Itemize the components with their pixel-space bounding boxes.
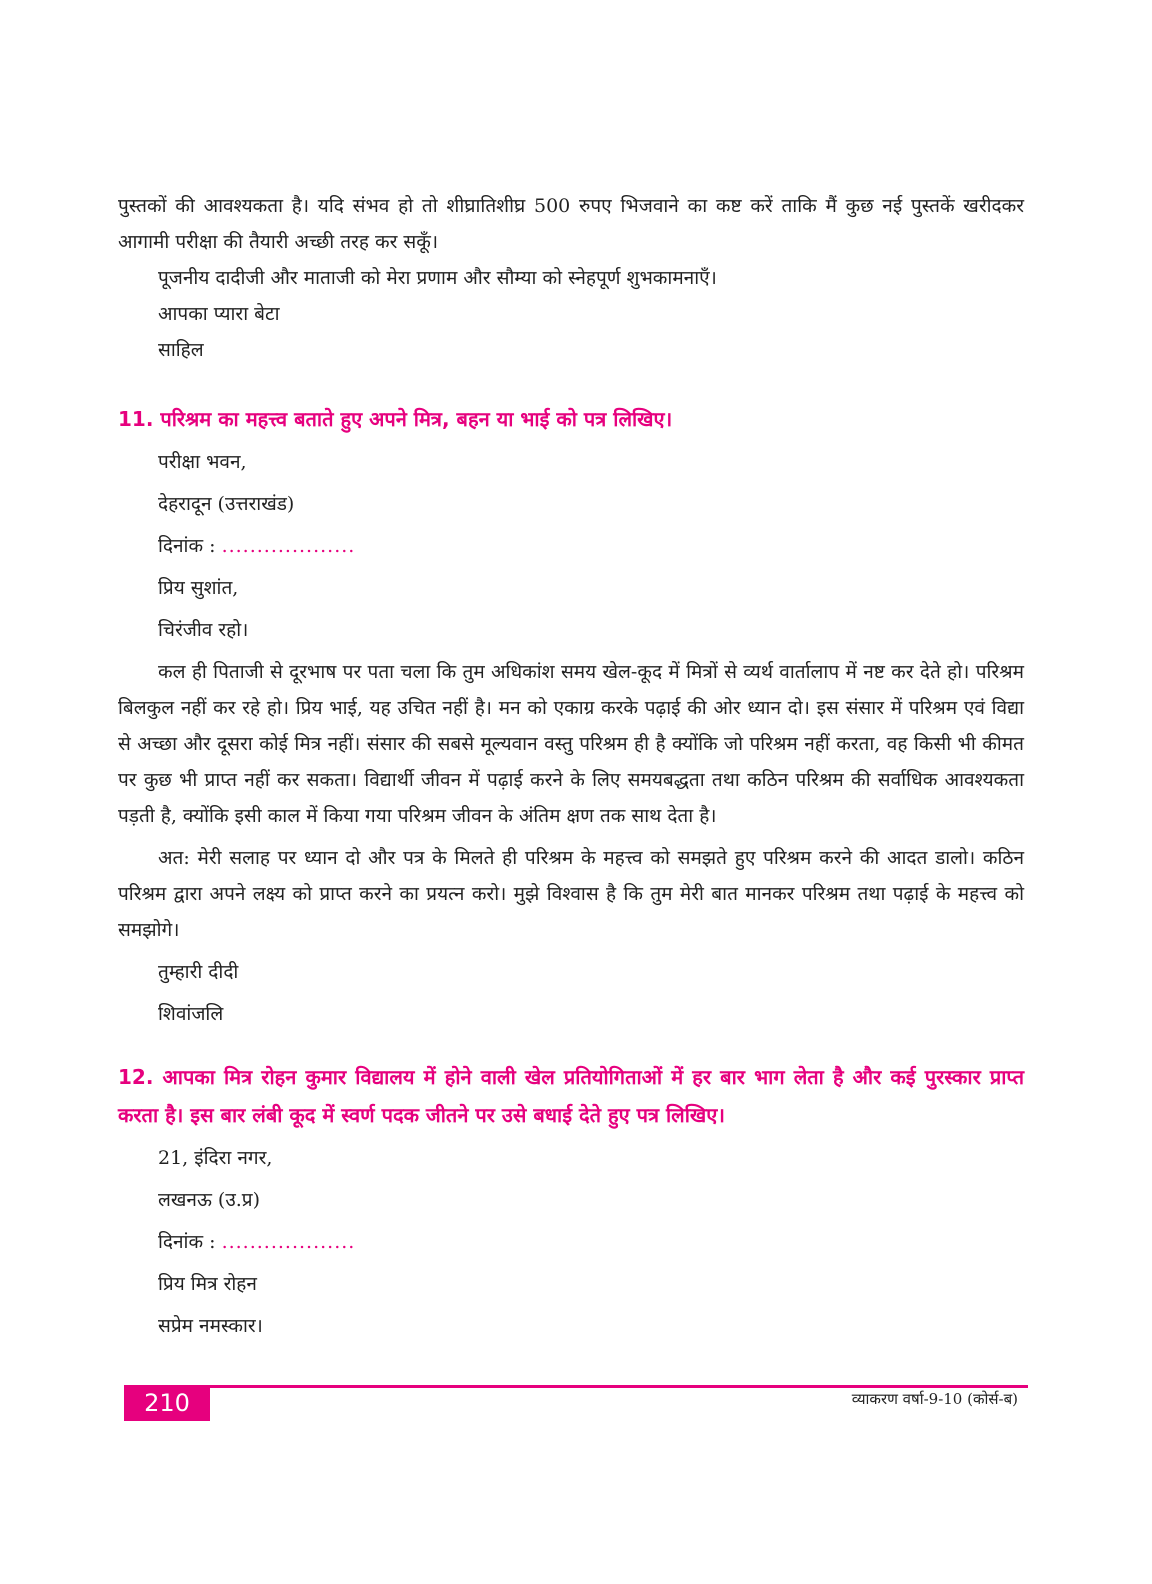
question-12-heading: 12. आपका मित्र रोहन कुमार विद्यालय में होने वाली खेल प्रतियोगिताओं में हर बार भाग लेता है और कई पुरस्कार प्राप्त करता है। इस बार लंबी कूद में स्वर्ण पदक जीतने पर उसे बधाई देते हुए पत्र लिखिए। bbox=[118, 1065, 1024, 1127]
q11-date bbox=[118, 528, 1024, 564]
q11-body-paragraph2: अत: मेरी सलाह पर ध्यान दो और पत्र के मिलते ही परिश्रम के महत्त्व को समझते हुए परिश्रम करने की आदत डालो। कठिन परिश्रम द्वारा अपने लक्ष्य को प्राप्त करने का प्रयत्न करो। मुझे विश्वास है कि तुम मेरी बात मानकर परिश्रम तथा पढ़ाई के महत्त्व को समझोगे। bbox=[118, 847, 1024, 941]
q12-greeting: सप्रेम नमस्कार। bbox=[158, 1315, 263, 1337]
q11-body-paragraph1: कल ही पिताजी से दूरभाष पर पता चला कि तुम अधिकांश समय खेल-कूद में मित्रों से व्यर्थ वार्तालाप में नष्ट कर देते हो। परिश्रम बिलकुल नहीं कर रहे हो। प्रिय भाई, यह उचित नहीं है। मन को एकाग्र करके पढ़ाई की ओर ध्यान दो। इस संसार में परिश्रम एवं विद्या से अच्छा और दूसरा कोई मित्र नहीं। संसार की सबसे मूल्यवान वस्तु परिश्रम ही है क्योंकि जो परिश्रम नहीं करता, वह किसी भी कीमत पर कुछ भी प्राप्त नहीं कर सकता। विद्यार्थी जीवन में पढ़ाई करने के लिए समयबद्धता तथा कठिन परिश्रम की सर्वाधिक आवश्यकता पड़ती है, क्योंकि इसी काल में किया गया परिश्रम जीवन के अंतिम क्षण तक साथ देता है। bbox=[118, 661, 1024, 827]
intro-closing: आपका प्यारा बेटा bbox=[158, 303, 280, 325]
q11-address-line1: परीक्षा भवन, bbox=[158, 451, 247, 473]
q11-greeting: चिरंजीव रहो। bbox=[158, 619, 249, 641]
q11-date-label: दिनांक : bbox=[158, 535, 216, 557]
q12-address-line1: 21, इंदिरा नगर, bbox=[158, 1147, 273, 1169]
book-title: व्याकरण वर्षा-9-10 (कोर्स-ब) bbox=[851, 1390, 1018, 1408]
q12-date-dots: ................... bbox=[221, 1231, 356, 1253]
q11-date-dots: ................... bbox=[221, 535, 356, 557]
q12-address-line2: लखनऊ (उ.प्र) bbox=[158, 1189, 261, 1211]
intro-regards: पूजनीय दादीजी और माताजी को मेरा प्रणाम और सौम्या को स्नेहपूर्ण शुभकामनाएँ। bbox=[158, 267, 717, 289]
q11-salutation: प्रिय सुशांत, bbox=[158, 577, 239, 599]
intro-signature: साहिल bbox=[158, 339, 204, 361]
page-number-badge: 210 bbox=[124, 1385, 210, 1421]
question-11-heading: 11. परिश्रम का महत्त्व बताते हुए अपने मित्र, बहन या भाई को पत्र लिखिए। bbox=[118, 407, 673, 431]
q12-date-label: दिनांक : bbox=[158, 1231, 216, 1253]
q12-salutation: प्रिय मित्र रोहन bbox=[158, 1273, 257, 1295]
intro-paragraph: पुस्तकों की आवश्यकता है। यदि संभव हो तो शीघ्रातिशीघ्र 500 रुपए भिजवाने का कष्ट करें ताकि मैं कुछ नई पुस्तकें खरीदकर आगामी परीक्षा की तैयारी अच्छी तरह कर सकूँ। bbox=[118, 195, 1024, 253]
q11-signature: शिवांजलि bbox=[158, 1003, 224, 1025]
page-content bbox=[118, 188, 1024, 1344]
q12-date bbox=[118, 1224, 1024, 1260]
q11-address-line2: देहरादून (उत्तराखंड) bbox=[158, 493, 295, 515]
q11-closing: तुम्हारी दीदी bbox=[158, 961, 239, 983]
